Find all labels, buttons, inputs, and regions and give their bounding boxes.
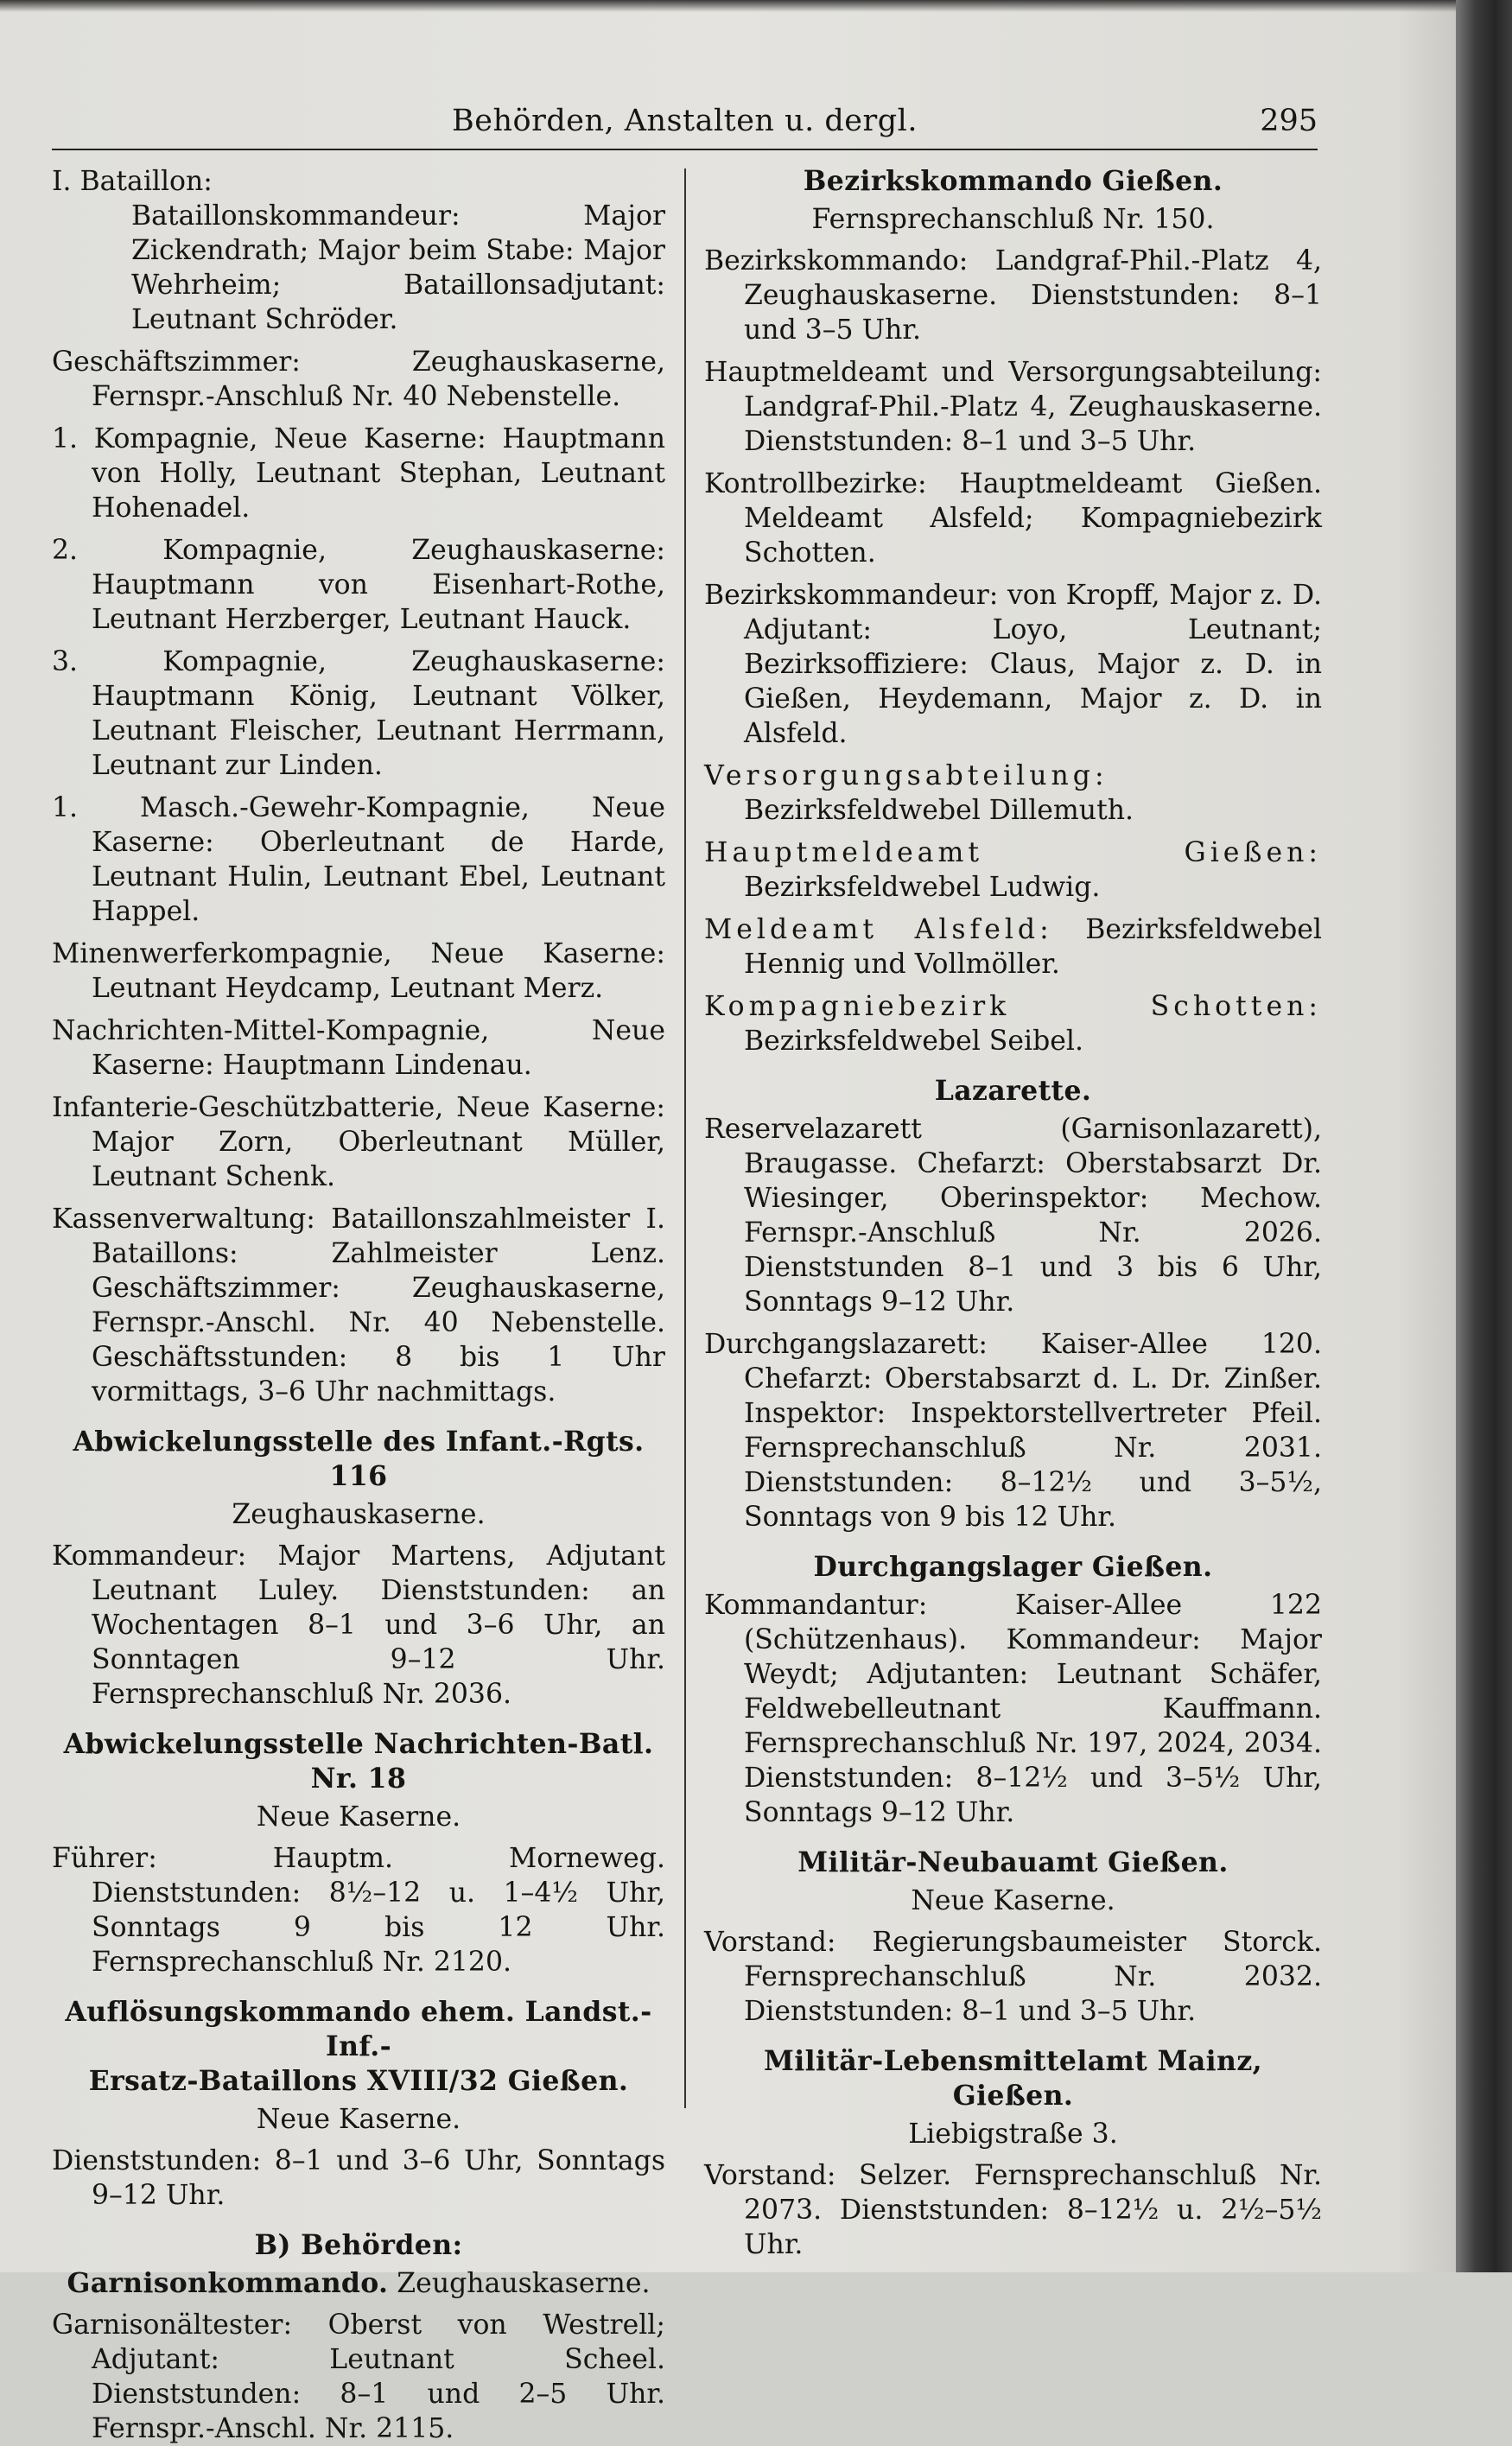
aufl-text: Dienststunden: 8–1 und 3–6 Uhr, Sonntags 9–12 Uhr. — [52, 2145, 665, 2211]
book-binding-edge — [1456, 0, 1512, 2272]
melde-text: Bezirksfeldwebel Hennig und Vollmöller. — [744, 914, 1322, 980]
abw18-location: Neue Kaserne. — [256, 1801, 461, 1833]
bezirk-phone: Fernsprechanschluß Nr. 150. — [811, 204, 1215, 235]
neubau-text: Vorstand: Regierungsbaumeister Storck. Fernsprechanschluß Nr. 2032. Dienststunden: 8–1 und 3–5 Uhr. — [704, 1927, 1322, 2027]
neubau-location: Neue Kaserne. — [911, 1885, 1115, 1916]
geschuetzbatterie-entry: Infanterie-Geschützbatterie, Neue Kaserne: Major Zorn, Oberleutnant Müller, Leutnant Schenk. — [52, 1092, 665, 1192]
kompagnie-3-entry: 3. Kompagnie, Zeughauskaserne: Hauptmann König, Leutnant Völker, Leutnant Fleischer, Leutnant Herrmann, Leutnant zur Linden. — [52, 646, 665, 781]
durchgang-text: Kommandantur: Kaiser-Allee 122 (Schützenhaus). Kommandeur: Major Weydt; Adjutanten: Leutnant Schäfer, Feldwebelleutnant Kauffmann. Fernsprechanschluß Nr. 197, 2024, 2034. Dienststunden: 8–12½ und 3–5½ Uhr, Sonntags 9–12 Uhr. — [704, 1590, 1322, 1828]
right-column — [704, 164, 1322, 2260]
lebensmittel-title: Militär-Lebensmittelamt Mainz, Gießen. — [764, 2045, 1262, 2112]
kompagnie-lead: Kompagniebezirk Schotten: — [704, 991, 1322, 1022]
garnison-location: Zeughauskaserne. — [397, 2268, 651, 2299]
neubau-title: Militär-Neubauamt Gießen. — [797, 1846, 1229, 1878]
mg-kompagnie-entry: 1. Masch.-Gewehr-Kompagnie, Neue Kaserne: Oberleutnant de Harde, Leutnant Hulin, Leutnant Ebel, Leutnant Happel. — [52, 792, 665, 927]
bataillon-head: I. Bataillon: — [52, 166, 213, 197]
abw116-location: Zeughauskaserne. — [232, 1499, 486, 1530]
lazarette-title: Lazarette. — [934, 1075, 1092, 1107]
hauptmelde-lead: Hauptmeldeamt Gießen: — [704, 837, 1322, 868]
reservelazarett-entry: Reservelazarett (Garnisonlazarett), Braugasse. Chefarzt: Oberstabsarzt Dr. Wiesinger, Oberinspektor: Mechow. Fernspr.-Anschluß Nr. 2026. Dienststunden 8–1 und 3 bis 6 Uhr, Sonntags 9–12 Uhr. — [704, 1114, 1322, 1318]
durchgangslazarett-entry: Durchgangslazarett: Kaiser-Allee 120. Chefarzt: Oberstabsarzt d. L. Dr. Zinßer. Inspektor: Inspektorstellvertreter Pfeil. Fernsprechanschluß Nr. 2031. Dienststunden: 8–12½ und 3–5½, Sonntags von 9 bis 12 Uhr. — [704, 1329, 1322, 1533]
abw116-title: Abwickelungsstelle des Infant.-Rgts. 116 — [73, 1426, 645, 1492]
kompagnie-2-entry: 2. Kompagnie, Zeughauskaserne: Hauptmann von Eisenhart-Rothe, Leutnant Herzberger, Leutnant Hauck. — [52, 535, 665, 635]
abw18-title: Abwickelungsstelle Nachrichten-Batl. Nr. 18 — [63, 1728, 654, 1795]
bezirkskommandeur-entry: Bezirkskommandeur: von Kropff, Major z. D. Adjutant: Loyo, Leutnant; Bezirksoffiziere: Claus, Major z. D. in Gießen, Heydemann, Major z. D. in Alsfeld. — [704, 580, 1322, 749]
garnison-text: Garnisonältester: Oberst von Westrell; Adjutant: Leutnant Scheel. Dienststunden: 8–1 und 2–5 Uhr. Fernspr.-Anschl. Nr. 2115. — [52, 2309, 665, 2444]
melde-lead: Meldeamt Alsfeld: — [704, 914, 1053, 945]
nachrichten-kompagnie-entry: Nachrichten-Mittel-Kompagnie, Neue Kaserne: Hauptmann Lindenau. — [52, 1015, 665, 1081]
left-column — [52, 164, 665, 2444]
bataillon-entry — [52, 164, 665, 337]
kompagniebezirk-entry — [704, 989, 1322, 1058]
page-top-shadow — [0, 0, 1456, 12]
hauptmelde-text: Bezirksfeldwebel Ludwig. — [744, 872, 1101, 903]
versorgung-text: Bezirksfeldwebel Dillemuth. — [744, 795, 1134, 826]
hauptmelde-entry — [704, 835, 1322, 905]
aufl-title-line2: Ersatz-Bataillons XVIII/32 Gießen. — [88, 2065, 629, 2097]
aufl-title-line1: Auflösungskommando ehem. Landst.-Inf.- — [65, 1996, 652, 2062]
header-title: Behörden, Anstalten u. dergl. — [452, 104, 918, 138]
running-header — [52, 97, 1318, 150]
versorgung-lead: Versorgungsabteilung: — [704, 760, 1109, 791]
lebensmittel-text: Vorstand: Selzer. Fernsprechanschluß Nr. 2073. Dienststunden: 8–12½ u. 2½–5½ Uhr. — [704, 2160, 1322, 2260]
aufl-location: Neue Kaserne. — [256, 2104, 461, 2135]
abw116-text: Kommandeur: Major Martens, Adjutant Leutnant Luley. Dienststunden: an Wochentagen 8–1 und 3–6 Uhr, an Sonntagen 9–12 Uhr. Fernsprechanschluß Nr. 2036. — [52, 1541, 665, 1710]
column-divider — [684, 168, 686, 2108]
minenwerfer-entry: Minenwerferkompagnie, Neue Kaserne: Leutnant Heydcamp, Leutnant Merz. — [52, 938, 665, 1004]
bezirk-kommando-entry: Bezirkskommando: Landgraf-Phil.-Platz 4, Zeughauskaserne. Dienststunden: 8–1 und 3–5 Uhr. — [704, 245, 1322, 346]
versorgung-entry — [704, 759, 1322, 828]
melde-entry — [704, 912, 1322, 982]
bezirk-title: Bezirkskommando Gießen. — [803, 165, 1223, 197]
abw18-text: Führer: Hauptm. Morneweg. Dienststunden: 8½–12 u. 1–4½ Uhr, Sonntags 9 bis 12 Uhr. Fernsprechanschluß Nr. 2120. — [52, 1843, 665, 1978]
geschaeftszimmer-entry: Geschäftszimmer: Zeughauskaserne, Fernspr.-Anschluß Nr. 40 Nebenstelle. — [52, 346, 665, 412]
durchgang-title: Durchgangslager Gießen. — [813, 1551, 1213, 1583]
page-number: 295 — [1260, 104, 1318, 138]
kontrollbezirke-entry: Kontrollbezirke: Hauptmeldeamt Gießen. Meldeamt Alsfeld; Kompagniebezirk Schotten. — [704, 468, 1322, 569]
garnison-heading-line — [52, 2266, 665, 2301]
kompagnie-text: Bezirksfeldwebel Seibel. — [744, 1026, 1083, 1057]
kassenverwaltung-entry: Kassenverwaltung: Bataillonszahlmeister I. Bataillons: Zahlmeister Lenz. Geschäftszimmer: Zeughauskaserne, Fernspr.-Anschl. Nr. 40 Nebenstelle. Geschäftsstunden: 8 bis 1 Uhr vormittags, 3–6 Uhr nachmittags. — [52, 1204, 665, 1407]
lebensmittel-location: Liebigstraße 3. — [908, 2119, 1118, 2150]
garnison-lead: Garnisonkommando. — [67, 2267, 389, 2299]
behoerden-heading: B) Behörden: — [254, 2229, 463, 2261]
bataillon-body: Bataillonskommandeur: Major Zickendrath; Major beim Stabe: Major Wehrheim; Bataillonsadjutant: Leutnant Schröder. — [131, 200, 665, 335]
hauptmeldeamt-entry: Hauptmeldeamt und Versorgungsabteilung: Landgraf-Phil.-Platz 4, Zeughauskaserne. Dienststunden: 8–1 und 3–5 Uhr. — [704, 357, 1322, 457]
aufl-title — [52, 1995, 665, 2099]
kompagnie-1-entry: 1. Kompagnie, Neue Kaserne: Hauptmann von Holly, Leutnant Stephan, Leutnant Hohenadel. — [52, 423, 665, 524]
